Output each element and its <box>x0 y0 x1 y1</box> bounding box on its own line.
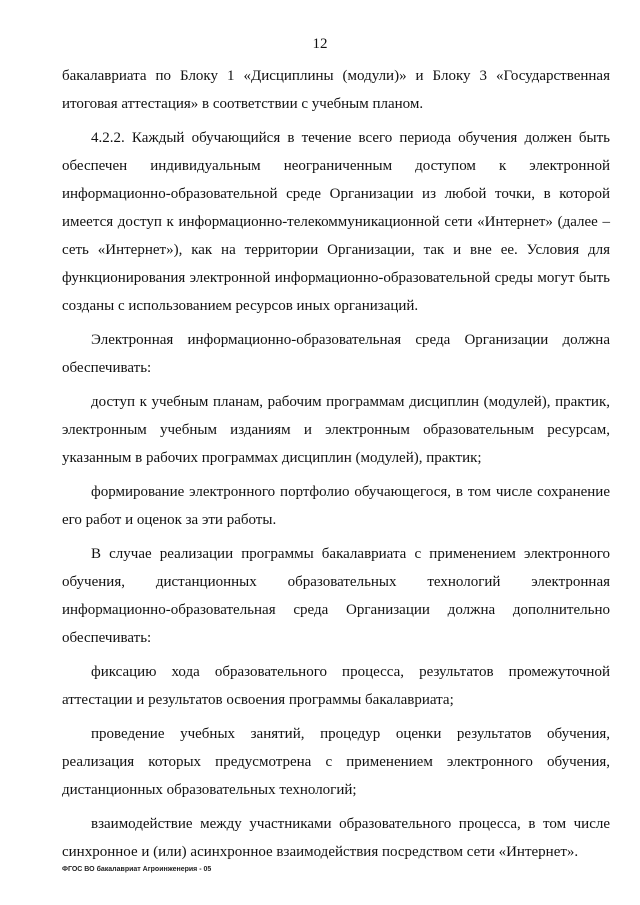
paragraph-e-learning-case: В случае реализации программы бакалавриата с применением электронного обучения, дистанционных образовательных технологий электронная информационно-образовательная среда Организации должна дополнительно обеспечивать: <box>62 546 610 646</box>
paragraph-interaction: взаимодействие между участниками образовательного процесса, в том числе синхронное и (или) асинхронное взаимодействия посредством сети «Интернет». <box>62 816 610 860</box>
document-body <box>62 62 610 872</box>
paragraph-continuation: бакалавриата по Блоку 1 «Дисциплины (модули)» и Блоку 3 «Государственная итоговая аттестация» в соответствии с учебным планом. <box>62 68 610 112</box>
page-number: 12 <box>312 36 328 52</box>
paragraph-conducting-classes: проведение учебных занятий, процедур оценки результатов обучения, реализация которых предусмотрена с применением электронного обучения, дистанционных образовательных технологий; <box>62 726 610 798</box>
paragraph-4-2-2: 4.2.2. Каждый обучающийся в течение всего периода обучения должен быть обеспечен индивидуальным неограниченным доступом к электронной информационно-образовательной среде Организации из любой точки, в которой имеется доступ к информационно-телекоммуникационной сети «Интернет» (далее – сеть «Интернет»), как на территории Организации, так и вне ее. Условия для функционирования электронной информационно-образовательной среды могут быть созданы с использованием ресурсов иных организаций. <box>62 130 610 314</box>
page-footer: ФГОС ВО бакалавриат Агроинженерия - 05 <box>62 866 212 873</box>
paragraph-portfolio: формирование электронного портфолио обучающегося, в том числе сохранение его работ и оценок за эти работы. <box>62 484 610 528</box>
paragraph-eios-requirements: Электронная информационно-образовательная среда Организации должна обеспечивать: <box>62 332 610 376</box>
paragraph-process-recording: фиксацию хода образовательного процесса, результатов промежуточной аттестации и результатов освоения программы бакалавриата; <box>62 664 610 708</box>
paragraph-access-to-plans: доступ к учебным планам, рабочим программам дисциплин (модулей), практик, электронным учебным изданиям и электронным образовательным ресурсам, указанным в рабочих программах дисциплин (модулей), практик; <box>62 394 610 466</box>
